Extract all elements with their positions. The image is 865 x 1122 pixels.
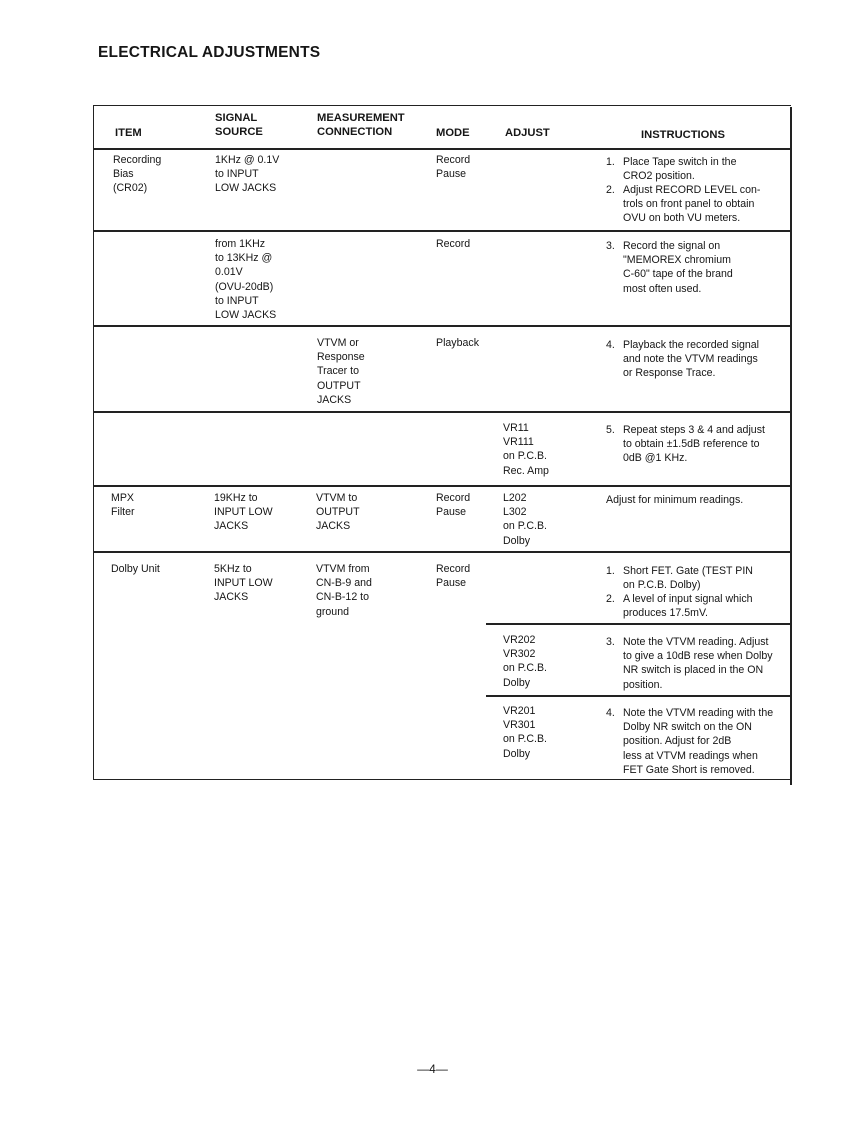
item-cell: MPX Filter (111, 492, 135, 519)
source-cell: 5KHz to INPUT LOW JACKS (214, 563, 273, 604)
step-text: Adjust RECORD LEVEL con- trols on front panel to obtain OVU on both VU meters. (623, 184, 761, 225)
mode-cell: Record Pause (436, 563, 471, 590)
step-number: 5. (606, 424, 615, 436)
item-cell: Dolby Unit (111, 563, 160, 575)
source-cell: 1KHz @ 0.1V to INPUT LOW JACKS (215, 154, 280, 195)
step-text: Note the VTVM reading. Adjust to give a 10dB rese when Dolby NR switch is placed in the ON position. (623, 636, 773, 691)
adjust-cell: VR201 VR301 on P.C.B. Dolby (503, 705, 547, 760)
source-cell: from 1KHz to 13KHz @ 0.01V (OVU-20dB) to INPUT LOW JACKS (215, 238, 277, 322)
step-text: A level of input signal which produces 17.5mV. (623, 593, 753, 620)
adjust-cell: L202 L302 on P.C.B. Dolby (503, 492, 547, 547)
header-signal-source: SIGNAL SOURCE (215, 112, 263, 139)
connection-cell: VTVM to OUTPUT JACKS (316, 492, 360, 533)
adjust-cell: VR11 VR111 on P.C.B. Rec. Amp (503, 422, 549, 477)
connection-cell: VTVM or Response Tracer to OUTPUT JACKS (317, 337, 365, 406)
sub-row-divider (486, 623, 790, 625)
mode-cell: Record Pause (436, 492, 471, 519)
row-divider (93, 325, 790, 327)
row-divider (93, 411, 790, 413)
page-title: ELECTRICAL ADJUSTMENTS (98, 44, 321, 61)
header-item: ITEM (115, 127, 142, 139)
step-number: 4. (606, 707, 615, 719)
step-text: Place Tape switch in the CRO2 position. (623, 156, 737, 183)
step-number: 1. (606, 565, 615, 577)
step-text: Playback the recorded signal and note the VTVM readings or Response Trace. (623, 339, 760, 380)
step-text: Record the signal on "MEMOREX chromium C-60" tape of the brand most often used. (623, 240, 733, 295)
sub-row-divider (486, 695, 790, 697)
step-number: 2. (606, 593, 615, 605)
header-mode: MODE (436, 127, 470, 139)
row-divider (93, 551, 790, 553)
adjust-cell: VR202 VR302 on P.C.B. Dolby (503, 634, 547, 689)
instruction-text: Adjust for minimum readings. (606, 494, 744, 506)
connection-cell: VTVM from CN-B-9 and CN-B-12 to ground (316, 563, 372, 618)
header-instructions: INSTRUCTIONS (641, 129, 725, 141)
step-text: Note the VTVM reading with the Dolby NR switch on the ON position. Adjust for 2dB less at VTVM readings when FET Gate Short is removed. (623, 707, 774, 776)
page-number: —4— (417, 1062, 448, 1076)
row-divider (93, 230, 790, 232)
step-number: 4. (606, 339, 615, 351)
source-cell: 19KHz to INPUT LOW JACKS (214, 492, 273, 533)
header-measurement-connection: MEASUREMENT CONNECTION (317, 112, 405, 139)
mode-cell: Playback (436, 337, 479, 349)
step-number: 2. (606, 184, 615, 196)
step-text: Repeat steps 3 & 4 and adjust to obtain ±1.5dB reference to 0dB @1 KHz. (623, 424, 765, 465)
mode-cell: Record Pause (436, 154, 471, 181)
step-number: 3. (606, 636, 615, 648)
header-divider (93, 148, 790, 150)
row-divider (93, 485, 790, 487)
item-cell: Recording Bias (CR02) (113, 154, 162, 195)
mode-cell: Record (436, 238, 471, 250)
step-number: 1. (606, 156, 615, 168)
header-adjust: ADJUST (505, 127, 550, 139)
step-text: Short FET. Gate (TEST PIN on P.C.B. Dolby) (623, 565, 753, 592)
step-number: 3. (606, 240, 615, 252)
